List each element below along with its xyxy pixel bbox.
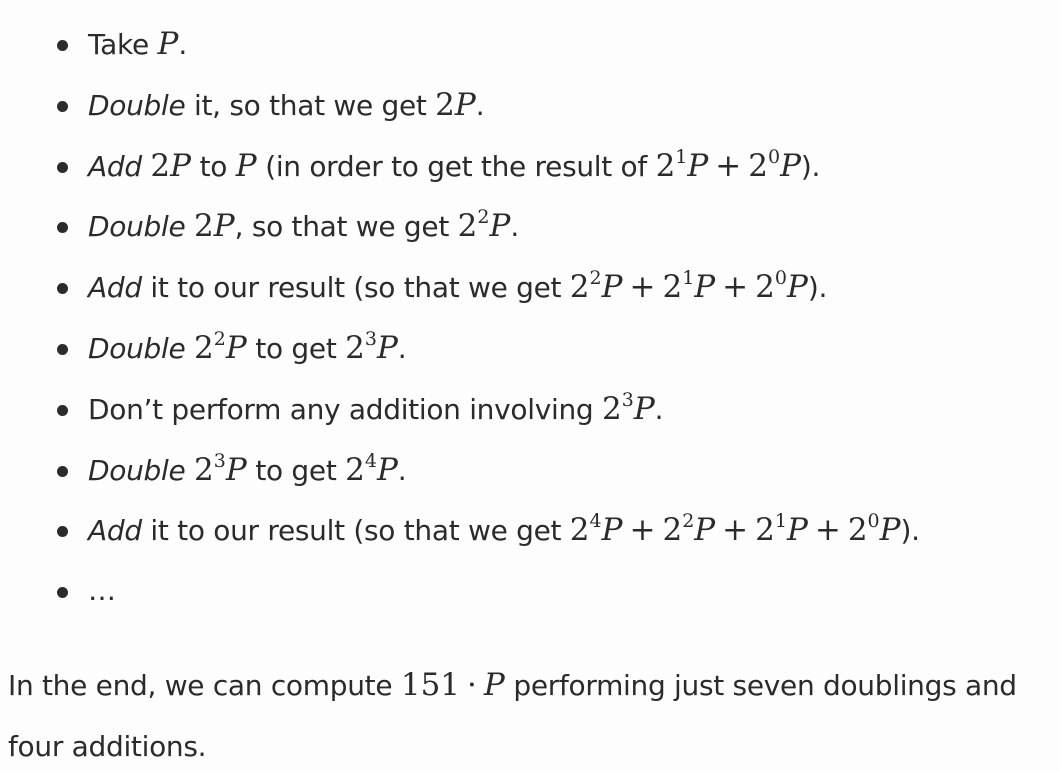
math-exp: 0: [867, 510, 880, 533]
step-text: ).: [807, 271, 828, 305]
step-text: …: [88, 574, 116, 608]
list-item: [0, 379, 1060, 440]
math-p: P: [694, 512, 716, 549]
step-verb: Double: [88, 88, 186, 122]
punct: .: [397, 453, 407, 487]
math-p: P: [225, 451, 247, 488]
punct: .: [654, 392, 664, 426]
math-p: P: [601, 512, 623, 549]
punct: .: [510, 210, 519, 244]
step-verb: Double: [88, 453, 186, 487]
punct: .: [397, 331, 407, 365]
math-p: P: [786, 269, 808, 306]
step-text: , so that we get: [234, 210, 458, 244]
math-exp: 3: [621, 388, 634, 411]
math-num: 2: [569, 512, 590, 549]
step-verb: Add: [88, 514, 142, 548]
math-num: 2: [662, 512, 683, 549]
math-p: P: [225, 329, 247, 366]
math-p: P: [694, 269, 716, 306]
math-dot: ·: [467, 667, 477, 703]
math-num: 2: [755, 512, 775, 549]
math-num: 2: [569, 269, 590, 306]
math-num: 2: [847, 512, 868, 549]
math-p: P: [687, 147, 709, 184]
step-verb: Add: [88, 271, 142, 305]
summary-paragraph: [8, 655, 1053, 771]
math-p: P: [786, 512, 808, 549]
math-p: P: [170, 147, 192, 184]
math-p: P: [483, 667, 505, 703]
math-p: P: [879, 512, 901, 549]
step-text: to get: [246, 453, 346, 487]
math-p: P: [376, 329, 398, 366]
math-p: P: [489, 208, 511, 245]
step-text: to get: [246, 331, 346, 365]
step-verb: Double: [88, 331, 186, 365]
math-exp: 1: [675, 145, 688, 168]
math-num: 2: [601, 390, 622, 427]
math-num: 2: [457, 208, 478, 245]
step-text: to: [191, 149, 236, 183]
list-item: [0, 196, 1060, 257]
list-item: [0, 440, 1060, 501]
math-p: P: [376, 451, 398, 488]
step-verb: Add: [88, 149, 142, 183]
punct: .: [475, 88, 485, 122]
list-item: [0, 500, 1060, 561]
math-num: 2: [655, 147, 676, 184]
math-num: 2: [194, 329, 214, 366]
math-exp: 4: [589, 510, 602, 533]
step-text: (in order to get the result of: [256, 149, 656, 183]
math-exp: 1: [682, 267, 695, 290]
math-exp: 3: [213, 449, 226, 472]
math-plus: +: [814, 512, 841, 549]
math-p: P: [601, 269, 623, 306]
math-p: P: [213, 208, 235, 245]
math-exp: 0: [774, 267, 787, 290]
math-num: 151: [400, 667, 461, 703]
list-item: [0, 14, 1060, 75]
math-p: P: [633, 390, 655, 427]
step-verb: Double: [88, 210, 186, 244]
math-num: 2: [748, 147, 768, 184]
math-plus: +: [629, 269, 656, 306]
step-text: ).: [800, 149, 821, 183]
math-num: 2: [345, 329, 365, 366]
math-num: 2: [345, 451, 365, 488]
list-item: [0, 257, 1060, 318]
math-num: 2: [755, 269, 775, 306]
math-plus: +: [722, 512, 749, 549]
math-num: 2: [662, 269, 683, 306]
math-plus: +: [629, 512, 656, 549]
step-text: Don’t perform any addition involving: [88, 392, 602, 426]
paragraph-text: performing just seven doublings and four additions.: [8, 669, 1017, 763]
math-exp: 3: [364, 327, 377, 350]
math-exp: 2: [213, 327, 226, 350]
paragraph-text: In the end, we can compute: [8, 669, 401, 702]
steps-list: [0, 14, 1060, 622]
list-item: [0, 136, 1060, 197]
step-text: it to our result (so that we get: [141, 271, 570, 305]
step-text: Take: [88, 28, 158, 61]
math-num: 2: [150, 147, 171, 184]
list-item: [0, 561, 1060, 622]
punct: .: [178, 28, 187, 61]
math-p: P: [235, 147, 257, 184]
math-p: P: [454, 86, 476, 123]
math-exp: 2: [589, 267, 602, 290]
list-item: [0, 318, 1060, 379]
math-exp: 0: [767, 145, 781, 168]
math-p: P: [780, 147, 801, 184]
step-text: it to our result (so that we get: [141, 514, 570, 548]
math-exp: 2: [682, 510, 695, 533]
math-plus: +: [715, 147, 742, 184]
math-plus: +: [722, 269, 749, 306]
step-text: it, so that we get: [185, 88, 436, 122]
math-p: P: [157, 26, 179, 62]
math-num: 2: [194, 208, 214, 245]
math-num: 2: [194, 451, 214, 488]
math-exp: 4: [364, 449, 377, 472]
math-num: 2: [435, 86, 455, 123]
step-text: ).: [900, 514, 920, 548]
list-item: [0, 75, 1060, 136]
math-exp: 1: [774, 510, 787, 533]
math-exp: 2: [477, 206, 490, 229]
